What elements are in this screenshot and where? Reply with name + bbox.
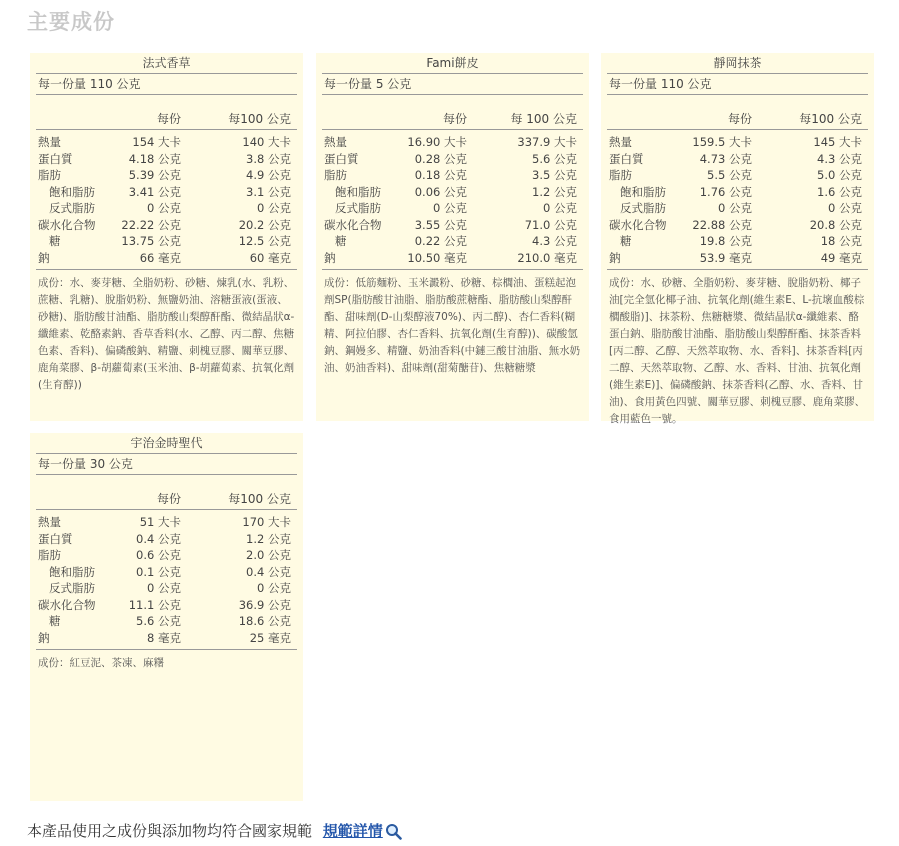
nutrient-label: 鈉 (38, 630, 50, 645)
regulation-details-link[interactable]: 規範詳情 (323, 822, 402, 840)
nutrition-card (30, 433, 303, 801)
nutrient-label: 糖 (49, 614, 61, 628)
nutrient-label: 熱量 (609, 135, 632, 149)
table-row (322, 151, 583, 168)
table-row (36, 184, 297, 201)
column-header (607, 110, 868, 130)
per-serving-value: 5.39 公克 (128, 168, 181, 182)
serving-size: 每一份量 110 公克 (36, 74, 297, 95)
serving-size: 每一份量 110 公克 (607, 74, 868, 95)
per-serving-header: 每份 (727, 112, 752, 126)
per-100g-value: 36.9 公克 (238, 597, 291, 612)
per-serving-value: 0.4 公克 (136, 531, 181, 546)
per-serving-value: 10.50 毫克 (407, 250, 467, 265)
per-100g-value: 1.2 公克 (246, 531, 291, 546)
nutrient-label: 糖 (335, 234, 347, 248)
nutrient-label: 蛋白質 (609, 151, 644, 166)
nutrient-label: 糖 (49, 234, 61, 248)
per-100g-value: 0.4 公克 (246, 564, 291, 579)
per-100g-value: 170 大卡 (242, 515, 291, 529)
per-serving-value: 0 公克 (718, 201, 752, 215)
nutrient-label: 蛋白質 (38, 151, 73, 166)
page-title: 主要成份 (27, 10, 115, 34)
nutrient-label: 熱量 (38, 135, 61, 149)
per-100g-value: 140 大卡 (242, 135, 291, 149)
product-name: 宇治金時聖代 (36, 433, 297, 454)
nutrition-card (30, 53, 303, 421)
per-serving-value: 53.9 毫克 (699, 250, 752, 265)
per-serving-value: 11.1 公克 (128, 597, 181, 612)
ingredients-text: 成份：低筋麵粉、玉米澱粉、砂糖、棕櫚油、蛋糕起泡劑SP(脂肪酸甘油脂、脂肪酸蔗糖酯、脂肪酸山梨醇酐酯、甜味劑(D-山梨醇液70%)、丙二醇)、杏仁香料(糊精、阿拉伯膠、杏仁香料、抗氧化劑(生育醇))、碳酸氫鈉、鋼嫚多、精鹽、奶油香料(中鏈三酸甘油脂、無水奶油、奶油香料)、甜味劑(甜菊醣苷)、焦糖糖漿 (324, 277, 581, 374)
per-100g-value: 0 公克 (257, 581, 291, 595)
table-row (36, 564, 297, 581)
nutrient-label: 脂肪 (38, 168, 61, 182)
column-header (322, 110, 583, 130)
column-header (36, 110, 297, 130)
per-serving-value: 154 大卡 (132, 135, 181, 149)
nutrient-label: 熱量 (38, 515, 61, 529)
per-serving-value: 0.06 公克 (414, 184, 467, 199)
per-serving-value: 3.41 公克 (128, 184, 181, 199)
table-row (607, 151, 868, 168)
nutrient-label: 碳水化合物 (38, 217, 96, 232)
nutrient-label: 飽和脂肪 (620, 184, 666, 199)
table-row (36, 531, 297, 548)
per-serving-value: 4.73 公克 (699, 151, 752, 166)
per-100g-value: 60 毫克 (249, 250, 291, 265)
nutrition-table (322, 130, 583, 270)
per-100g-value: 71.0 公克 (524, 217, 577, 232)
nutrient-label: 飽和脂肪 (49, 184, 95, 199)
table-row (36, 151, 297, 168)
table-row (607, 200, 868, 217)
table-row (322, 167, 583, 184)
table-row (322, 200, 583, 217)
per-serving-value: 0.6 公克 (136, 548, 181, 562)
ingredients-text: 成份：水、麥芽糖、全脂奶粉、砂糖、煉乳(水、乳粉、蔗糖、乳糖)、脫脂奶粉、無鹽奶油、溶糖蛋液(蛋液、砂糖)、脂肪酸甘油酯、脂肪酸山梨醇酐酯、微結晶狀α-纖維素、乾酪素鈉、香草香料(水、乙醇、丙二醇、焦糖色素、香料)、偏磷酸鈉、精鹽、刺槐豆膠、關華豆膠、鹿角菜膠、β-胡蘿蔔素(玉米油、β-胡蘿蔔素、抗氧化劑(生育醇)) (38, 277, 295, 391)
per-serving-value: 159.5 大卡 (692, 135, 752, 149)
per-serving-header: 每份 (156, 112, 181, 126)
ingredients-text: 成份：紅豆泥、茶凍、麻糬 (38, 657, 164, 669)
serving-size: 每一份量 5 公克 (322, 74, 583, 95)
table-row (607, 184, 868, 201)
per-serving-value: 0 公克 (433, 201, 467, 215)
nutrient-label: 鈉 (609, 250, 621, 265)
per-100g-value: 25 毫克 (249, 630, 291, 645)
nutrient-label: 反式脂肪 (49, 201, 95, 215)
per-serving-value: 13.75 公克 (121, 234, 181, 248)
nutrient-label: 反式脂肪 (335, 201, 381, 215)
table-row (36, 547, 297, 564)
nutrient-label: 蛋白質 (324, 151, 359, 166)
nutrient-label: 碳水化合物 (38, 597, 96, 612)
nutrient-label: 脂肪 (609, 168, 632, 182)
per-100g-header: 每 100 公克 (510, 112, 577, 126)
per-100g-value: 12.5 公克 (238, 234, 291, 248)
table-row (36, 167, 297, 184)
table-row (322, 233, 583, 250)
magnifier-icon (385, 823, 402, 840)
per-serving-value: 8 毫克 (147, 630, 181, 645)
nutrient-label: 碳水化合物 (324, 217, 382, 232)
per-serving-value: 5.5 公克 (707, 168, 752, 182)
nutrient-label: 脂肪 (324, 168, 347, 182)
nutrition-card (601, 53, 874, 425)
nutrient-label: 反式脂肪 (49, 581, 95, 595)
per-100g-value: 2.0 公克 (246, 548, 291, 562)
nutrient-label: 蛋白質 (38, 531, 73, 546)
ingredients-text: 成份：水、砂糖、全脂奶粉、麥芽糖、脫脂奶粉、椰子油[完全氫化椰子油、抗氧化劑(維生素E、L-抗壞血酸棕櫚酸脂)]、抹茶粉、焦糖糖漿、微結晶狀α-纖維素、酪蛋白鈉、脂肪酸甘油酯、脂肪酸山梨醇酐酯、抹茶香料[丙二醇、乙醇、天然萃取物、水、香料]、抹茶香料[丙二醇、天然萃取物、乙醇、水、香料、甘油、抗氧化劑(維生素E)]、偏磷酸鈉、抹茶香料(乙醇、水、香料、甘油)、食用黃色四號、關華豆膠、刺槐豆膠、鹿角菜膠、食用藍色一號。 (609, 277, 866, 425)
table-row (36, 134, 297, 151)
per-100g-value: 20.2 公克 (238, 217, 291, 232)
table-row (36, 613, 297, 630)
per-serving-value: 0 公克 (147, 581, 181, 595)
per-100g-value: 210.0 毫克 (517, 250, 577, 265)
serving-size: 每一份量 30 公克 (36, 454, 297, 475)
per-100g-value: 3.5 公克 (532, 168, 577, 182)
nutrient-label: 鈉 (38, 250, 50, 265)
table-row (322, 250, 583, 267)
per-serving-value: 66 毫克 (139, 250, 181, 265)
footer-note (27, 820, 402, 841)
nutrient-label: 反式脂肪 (620, 201, 666, 215)
per-100g-value: 3.1 公克 (246, 184, 291, 199)
per-100g-value: 0 公克 (828, 201, 862, 215)
nutrient-label: 熱量 (324, 135, 347, 149)
product-name: 法式香草 (36, 53, 297, 74)
footer-text: 本產品使用之成份與添加物均符合國家規範 (27, 822, 313, 840)
table-row (36, 217, 297, 234)
per-serving-value: 4.18 公克 (128, 151, 181, 166)
per-serving-value: 0.28 公克 (414, 151, 467, 166)
per-serving-value: 19.8 公克 (699, 234, 752, 248)
per-serving-header: 每份 (442, 112, 467, 126)
table-row (36, 630, 297, 647)
per-100g-value: 4.3 公克 (532, 234, 577, 248)
nutrient-label: 飽和脂肪 (49, 564, 95, 579)
per-100g-value: 0 公克 (257, 201, 291, 215)
nutrient-label: 脂肪 (38, 548, 61, 562)
per-100g-value: 1.2 公克 (532, 184, 577, 199)
nutrition-table (36, 130, 297, 270)
table-row (36, 597, 297, 614)
column-header (36, 490, 297, 510)
per-100g-value: 5.0 公克 (817, 168, 862, 182)
per-100g-value: 1.6 公克 (817, 184, 862, 199)
per-100g-value: 145 大卡 (813, 135, 862, 149)
table-row (607, 233, 868, 250)
per-serving-value: 0.22 公克 (414, 234, 467, 248)
table-row (322, 217, 583, 234)
product-name: 靜岡抹茶 (607, 53, 868, 74)
table-row (36, 514, 297, 531)
per-100g-header: 每100 公克 (228, 112, 291, 126)
nutrition-table (607, 130, 868, 270)
per-serving-value: 0 公克 (147, 201, 181, 215)
table-row (322, 134, 583, 151)
table-row (36, 580, 297, 597)
per-serving-value: 51 大卡 (139, 515, 181, 529)
table-row (607, 134, 868, 151)
table-row (36, 200, 297, 217)
nutrition-card (316, 53, 589, 421)
table-row (607, 167, 868, 184)
per-100g-value: 4.9 公克 (246, 168, 291, 182)
per-100g-header: 每100 公克 (228, 492, 291, 506)
per-100g-value: 5.6 公克 (532, 151, 577, 166)
table-row (36, 233, 297, 250)
per-100g-value: 18 公克 (820, 234, 862, 248)
per-100g-value: 4.3 公克 (817, 151, 862, 166)
product-name: Fami餅皮 (322, 53, 583, 74)
table-row (322, 184, 583, 201)
per-serving-value: 0.18 公克 (414, 168, 467, 182)
nutrient-label: 飽和脂肪 (335, 184, 381, 199)
per-100g-value: 0 公克 (543, 201, 577, 215)
per-serving-value: 22.88 公克 (692, 217, 752, 232)
per-100g-value: 18.6 公克 (238, 614, 291, 628)
nutrient-label: 鈉 (324, 250, 336, 265)
nutrient-label: 碳水化合物 (609, 217, 667, 232)
nutrition-table (36, 510, 297, 650)
per-100g-value: 337.9 大卡 (517, 135, 577, 149)
per-100g-value: 20.8 公克 (809, 217, 862, 232)
table-row (607, 217, 868, 234)
per-serving-value: 3.55 公克 (414, 217, 467, 232)
per-serving-value: 0.1 公克 (136, 564, 181, 579)
per-serving-header: 每份 (156, 492, 181, 506)
per-100g-value: 49 毫克 (820, 250, 862, 265)
per-serving-value: 1.76 公克 (699, 184, 752, 199)
per-serving-value: 5.6 公克 (136, 614, 181, 628)
table-row (607, 250, 868, 267)
per-100g-value: 3.8 公克 (246, 151, 291, 166)
per-serving-value: 22.22 公克 (121, 217, 181, 232)
per-serving-value: 16.90 大卡 (407, 135, 467, 149)
per-100g-header: 每100 公克 (799, 112, 862, 126)
nutrient-label: 糖 (620, 234, 632, 248)
table-row (36, 250, 297, 267)
